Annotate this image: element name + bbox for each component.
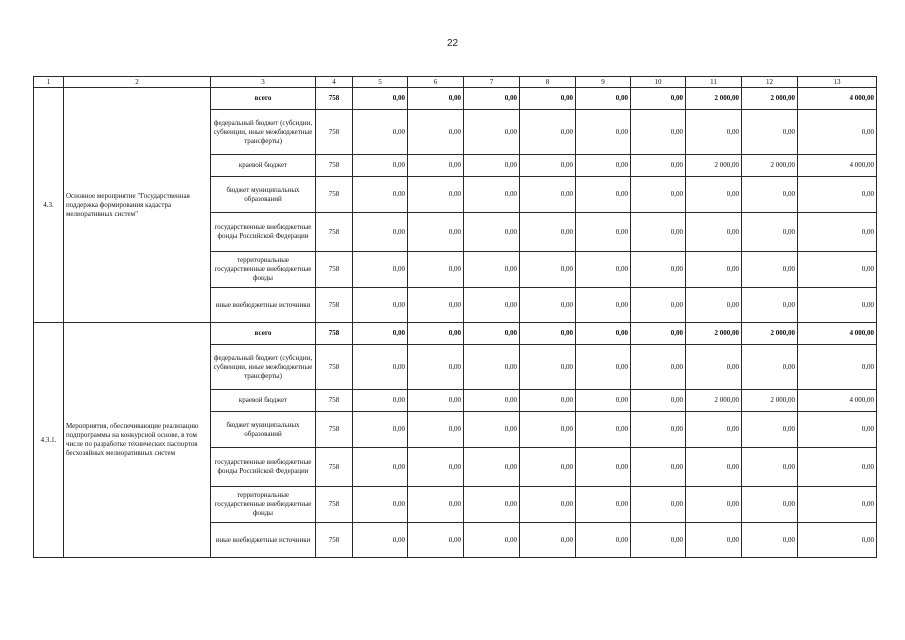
value-cell: 0,00 — [576, 177, 631, 213]
funding-source: бюджет муниципальных образований — [211, 412, 316, 448]
grbs-code: 758 — [316, 345, 353, 390]
value-cell: 0,00 — [353, 213, 408, 252]
value-cell: 2 000,00 — [742, 88, 798, 110]
value-cell: 0,00 — [520, 155, 576, 177]
value-cell: 0,00 — [686, 448, 742, 487]
table-row — [34, 88, 877, 110]
funding-source: иные внебюджетные источники — [211, 523, 316, 558]
value-cell: 0,00 — [464, 390, 520, 412]
value-cell: 0,00 — [631, 177, 686, 213]
funding-source: государственные внебюджетные фонды Российской Федерации — [211, 448, 316, 487]
grbs-code: 758 — [316, 110, 353, 155]
funding-source: иные внебюджетные источники — [211, 288, 316, 323]
value-cell: 0,00 — [686, 177, 742, 213]
funding-source: краевой бюджет — [211, 390, 316, 412]
value-cell: 0,00 — [742, 252, 798, 288]
column-number: 13 — [798, 77, 877, 88]
value-cell: 0,00 — [686, 213, 742, 252]
grbs-code: 758 — [316, 288, 353, 323]
value-cell: 0,00 — [742, 345, 798, 390]
column-number: 5 — [353, 77, 408, 88]
value-cell: 0,00 — [520, 345, 576, 390]
value-cell: 0,00 — [686, 487, 742, 523]
grbs-code: 758 — [316, 88, 353, 110]
total-cell: 0,00 — [798, 412, 877, 448]
value-cell: 0,00 — [576, 213, 631, 252]
value-cell: 0,00 — [408, 110, 464, 155]
value-cell: 0,00 — [631, 252, 686, 288]
value-cell: 0,00 — [631, 288, 686, 323]
value-cell: 0,00 — [464, 213, 520, 252]
value-cell: 0,00 — [520, 448, 576, 487]
table-row — [34, 323, 877, 345]
value-cell: 0,00 — [742, 487, 798, 523]
funding-source: всего — [211, 323, 316, 345]
value-cell: 0,00 — [408, 88, 464, 110]
value-cell: 0,00 — [520, 412, 576, 448]
value-cell: 0,00 — [408, 448, 464, 487]
value-cell: 0,00 — [631, 110, 686, 155]
value-cell: 0,00 — [520, 88, 576, 110]
column-number: 6 — [408, 77, 464, 88]
value-cell: 0,00 — [686, 252, 742, 288]
value-cell: 0,00 — [464, 252, 520, 288]
total-cell: 4 000,00 — [798, 390, 877, 412]
value-cell: 2 000,00 — [742, 323, 798, 345]
value-cell: 0,00 — [631, 412, 686, 448]
total-cell: 0,00 — [798, 177, 877, 213]
value-cell: 0,00 — [408, 213, 464, 252]
value-cell: 2 000,00 — [742, 390, 798, 412]
column-number: 11 — [686, 77, 742, 88]
value-cell: 0,00 — [520, 110, 576, 155]
total-cell: 0,00 — [798, 487, 877, 523]
grbs-code: 758 — [316, 323, 353, 345]
value-cell: 0,00 — [742, 110, 798, 155]
value-cell: 0,00 — [631, 487, 686, 523]
funding-source: территориальные государственные внебюджетные фонды — [211, 252, 316, 288]
value-cell: 2 000,00 — [686, 155, 742, 177]
value-cell: 0,00 — [464, 155, 520, 177]
value-cell: 0,00 — [742, 523, 798, 558]
value-cell: 0,00 — [631, 523, 686, 558]
value-cell: 0,00 — [631, 88, 686, 110]
value-cell: 0,00 — [464, 177, 520, 213]
column-number: 10 — [631, 77, 686, 88]
value-cell: 0,00 — [576, 288, 631, 323]
value-cell: 0,00 — [464, 288, 520, 323]
column-number: 8 — [520, 77, 576, 88]
total-cell: 0,00 — [798, 252, 877, 288]
total-cell: 4 000,00 — [798, 155, 877, 177]
grbs-code: 758 — [316, 448, 353, 487]
value-cell: 0,00 — [686, 345, 742, 390]
value-cell: 2 000,00 — [686, 88, 742, 110]
value-cell: 0,00 — [353, 323, 408, 345]
total-cell: 0,00 — [798, 345, 877, 390]
value-cell: 0,00 — [686, 288, 742, 323]
value-cell: 0,00 — [631, 155, 686, 177]
column-number-row — [34, 77, 877, 88]
value-cell: 0,00 — [408, 412, 464, 448]
value-cell: 0,00 — [520, 487, 576, 523]
value-cell: 0,00 — [408, 252, 464, 288]
item-name: Основное мероприятие "Государственная поддержка формирования кадастра мелиоративных систем" — [64, 88, 211, 323]
funding-source: федеральный бюджет (субсидии, субвенции, иные межбюджетные трансферты) — [211, 345, 316, 390]
value-cell: 0,00 — [408, 155, 464, 177]
value-cell: 2 000,00 — [686, 390, 742, 412]
value-cell: 0,00 — [631, 390, 686, 412]
value-cell: 0,00 — [576, 390, 631, 412]
value-cell: 0,00 — [576, 345, 631, 390]
value-cell: 2 000,00 — [742, 155, 798, 177]
value-cell: 0,00 — [520, 213, 576, 252]
total-cell: 0,00 — [798, 448, 877, 487]
grbs-code: 758 — [316, 155, 353, 177]
funding-source: федеральный бюджет (субсидии, субвенции, иные межбюджетные трансферты) — [211, 110, 316, 155]
grbs-code: 758 — [316, 177, 353, 213]
total-cell: 0,00 — [798, 213, 877, 252]
value-cell: 0,00 — [353, 448, 408, 487]
page-number: 22 — [446, 38, 459, 49]
value-cell: 0,00 — [353, 88, 408, 110]
value-cell: 0,00 — [742, 213, 798, 252]
value-cell: 0,00 — [408, 390, 464, 412]
value-cell: 0,00 — [576, 252, 631, 288]
funding-source: краевой бюджет — [211, 155, 316, 177]
value-cell: 0,00 — [576, 448, 631, 487]
value-cell: 0,00 — [464, 323, 520, 345]
budget-table — [33, 76, 877, 558]
value-cell: 0,00 — [742, 448, 798, 487]
value-cell: 0,00 — [408, 345, 464, 390]
grbs-code: 758 — [316, 412, 353, 448]
value-cell: 0,00 — [631, 213, 686, 252]
value-cell: 0,00 — [353, 523, 408, 558]
value-cell: 0,00 — [353, 487, 408, 523]
value-cell: 0,00 — [576, 487, 631, 523]
value-cell: 0,00 — [353, 252, 408, 288]
value-cell: 0,00 — [520, 523, 576, 558]
value-cell: 0,00 — [520, 252, 576, 288]
value-cell: 0,00 — [464, 523, 520, 558]
value-cell: 0,00 — [686, 523, 742, 558]
funding-source: территориальные государственные внебюджетные фонды — [211, 487, 316, 523]
value-cell: 0,00 — [576, 323, 631, 345]
total-cell: 0,00 — [798, 288, 877, 323]
value-cell: 0,00 — [353, 155, 408, 177]
value-cell: 0,00 — [686, 412, 742, 448]
column-number: 4 — [316, 77, 353, 88]
grbs-code: 758 — [316, 487, 353, 523]
value-cell: 0,00 — [464, 487, 520, 523]
column-number: 7 — [464, 77, 520, 88]
value-cell: 0,00 — [520, 390, 576, 412]
value-cell: 0,00 — [742, 288, 798, 323]
value-cell: 0,00 — [631, 448, 686, 487]
value-cell: 0,00 — [353, 110, 408, 155]
item-code: 4.3.1. — [34, 323, 64, 558]
value-cell: 0,00 — [408, 288, 464, 323]
value-cell: 0,00 — [576, 110, 631, 155]
value-cell: 0,00 — [464, 345, 520, 390]
column-number: 2 — [64, 77, 211, 88]
total-cell: 4 000,00 — [798, 88, 877, 110]
column-number: 12 — [742, 77, 798, 88]
grbs-code: 758 — [316, 523, 353, 558]
value-cell: 0,00 — [464, 412, 520, 448]
value-cell: 0,00 — [464, 448, 520, 487]
value-cell: 0,00 — [520, 288, 576, 323]
value-cell: 0,00 — [631, 323, 686, 345]
item-code: 4.3. — [34, 88, 64, 323]
total-cell: 0,00 — [798, 523, 877, 558]
column-number: 1 — [34, 77, 64, 88]
value-cell: 0,00 — [686, 110, 742, 155]
total-cell: 4 000,00 — [798, 323, 877, 345]
grbs-code: 758 — [316, 390, 353, 412]
item-name: Мероприятия, обеспечивающие реализацию подпрограммы на конкурсной основе, в том числе по разработке технических паспортов бесхозяйных мелиоративных систем — [64, 323, 211, 558]
column-number: 3 — [211, 77, 316, 88]
funding-source: бюджет муниципальных образований — [211, 177, 316, 213]
value-cell: 0,00 — [408, 177, 464, 213]
value-cell: 0,00 — [520, 323, 576, 345]
grbs-code: 758 — [316, 213, 353, 252]
value-cell: 0,00 — [353, 288, 408, 323]
value-cell: 0,00 — [353, 345, 408, 390]
value-cell: 0,00 — [464, 110, 520, 155]
value-cell: 2 000,00 — [686, 323, 742, 345]
value-cell: 0,00 — [576, 88, 631, 110]
value-cell: 0,00 — [408, 523, 464, 558]
value-cell: 0,00 — [520, 177, 576, 213]
value-cell: 0,00 — [353, 390, 408, 412]
value-cell: 0,00 — [631, 345, 686, 390]
value-cell: 0,00 — [408, 323, 464, 345]
table-body — [34, 77, 877, 558]
value-cell: 0,00 — [576, 155, 631, 177]
total-cell: 0,00 — [798, 110, 877, 155]
funding-source: государственные внебюджетные фонды Российской Федерации — [211, 213, 316, 252]
value-cell: 0,00 — [408, 487, 464, 523]
value-cell: 0,00 — [576, 523, 631, 558]
funding-source: всего — [211, 88, 316, 110]
value-cell: 0,00 — [353, 177, 408, 213]
value-cell: 0,00 — [464, 88, 520, 110]
value-cell: 0,00 — [742, 177, 798, 213]
value-cell: 0,00 — [742, 412, 798, 448]
grbs-code: 758 — [316, 252, 353, 288]
value-cell: 0,00 — [353, 412, 408, 448]
value-cell: 0,00 — [576, 412, 631, 448]
column-number: 9 — [576, 77, 631, 88]
